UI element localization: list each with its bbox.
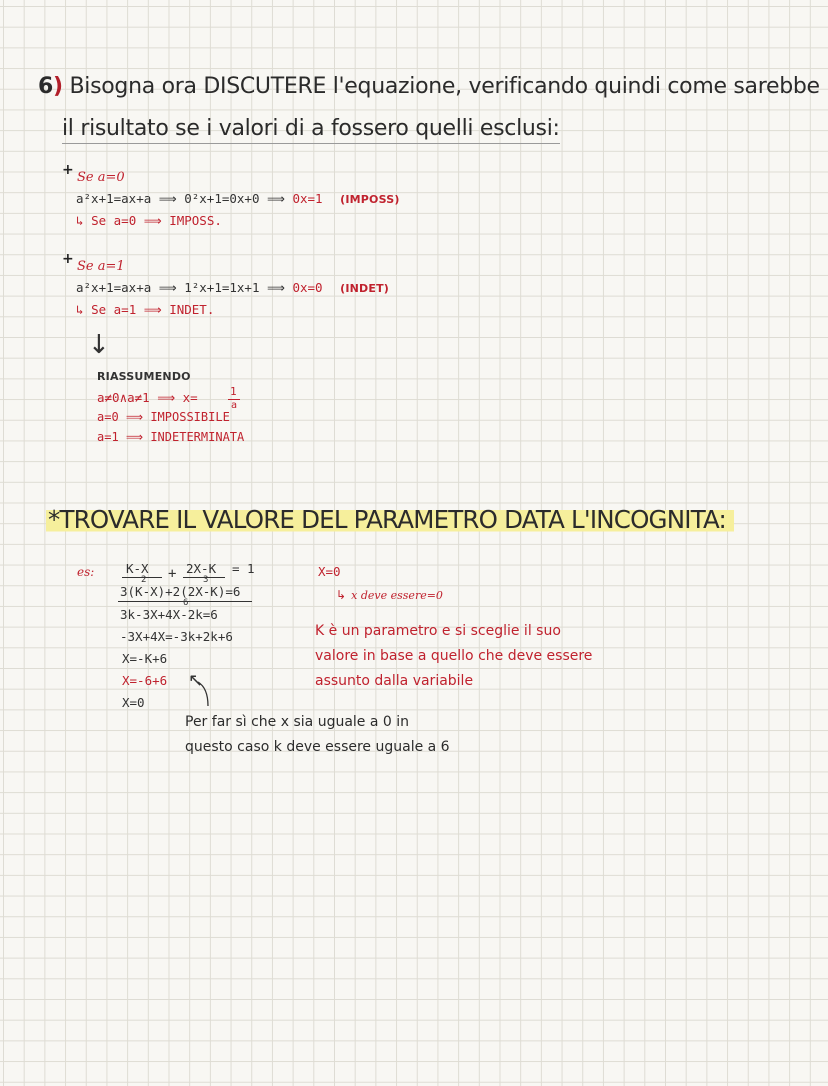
case1-result: 0x=1 <box>292 191 323 206</box>
case1-conclusion-row <box>76 213 222 228</box>
case2-conclusion-row <box>76 302 214 317</box>
case1-condition: Se a=0 <box>77 170 125 185</box>
case1-conclusion: Se a=0 ⟹ IMPOSS. <box>91 213 222 228</box>
side-note-row <box>336 584 443 603</box>
frac2-num: 2X-K <box>186 561 217 576</box>
example-label: es: <box>77 565 95 579</box>
curve-arrow: ↖ <box>188 670 204 691</box>
section-title: *TROVARE IL VALORE DEL PARAMETRO DATA L'INCOGNITA: <box>46 505 734 534</box>
summary-row-1: a≠0∧a≠1 ⟹ x= <box>97 390 198 405</box>
case2-conclusion: Se a=1 ⟹ INDET. <box>91 302 215 317</box>
step-4: X=-K+6 <box>122 651 168 666</box>
case1-plus: + <box>62 162 74 178</box>
summary-frac-num: 1 <box>230 385 237 398</box>
step1-den: 6 <box>183 598 189 608</box>
explain-dark-1: Per far sì che x sia uguale a 0 in <box>185 714 410 730</box>
frac-rhs: = 1 <box>232 561 255 576</box>
summary-row-2: a=0 ⟹ IMPOSSIBILE <box>97 410 230 424</box>
case2-plus: + <box>62 251 74 267</box>
explain-red-3: assunto dalla variabile <box>315 673 474 689</box>
explain-dark-2: questo caso k deve essere uguale a 6 <box>185 739 450 755</box>
heading-line-1 <box>38 74 820 99</box>
case1-equation: a²x+1=ax+a ⟹ 0²x+1=0x+0 ⟹ 0x=1 (IMPOSS) <box>76 191 400 206</box>
side-given: X=0 <box>318 564 341 579</box>
case2-tag: (INDET) <box>340 282 390 295</box>
frac-plus: + <box>168 566 177 582</box>
heading-text-1: Bisogna ora DISCUTERE l'equazione, verificando quindi come sarebbe <box>69 74 820 99</box>
step-2: 3k-3X+4X-2k=6 <box>120 607 218 622</box>
step-5: X=-6+6 <box>122 673 168 688</box>
explain-red-1: K è un parametro e si sceglie il suo <box>315 623 561 639</box>
case2-equation: a²x+1=ax+a ⟹ 1²x+1=1x+1 ⟹ 0x=0 (INDET) <box>76 280 390 295</box>
step-1: 3(K-X)+2(2X-K)=6 <box>120 584 241 599</box>
frac1-den: 2 <box>141 575 147 585</box>
case1-arrow: ↳ <box>76 213 84 228</box>
summary-frac-den: a <box>231 400 238 411</box>
step-3: -3X+4X=-3k+2k+6 <box>120 629 233 644</box>
case2-condition: Se a=1 <box>77 259 125 274</box>
side-arrow: ↳ <box>336 588 347 602</box>
case2-result: 0x=0 <box>292 280 323 295</box>
case2-arrow: ↳ <box>76 302 84 317</box>
case1-tag: (IMPOSS) <box>340 193 400 206</box>
down-arrow: ↓ <box>88 330 110 360</box>
frac2-den: 3 <box>203 575 209 585</box>
section-number: 6) <box>38 74 63 99</box>
heading-line-2: il risultato se i valori di a fossero quelli esclusi: <box>62 116 560 144</box>
step-6: X=0 <box>122 695 145 710</box>
explain-red-2: valore in base a quello che deve essere <box>315 648 593 664</box>
summary-row-3: a=1 ⟹ INDETERMINATA <box>97 430 245 444</box>
frac1-num: K-X <box>126 561 149 576</box>
side-note: x deve essere=0 <box>351 589 443 602</box>
summary-title: RIASSUMENDO <box>97 370 191 383</box>
